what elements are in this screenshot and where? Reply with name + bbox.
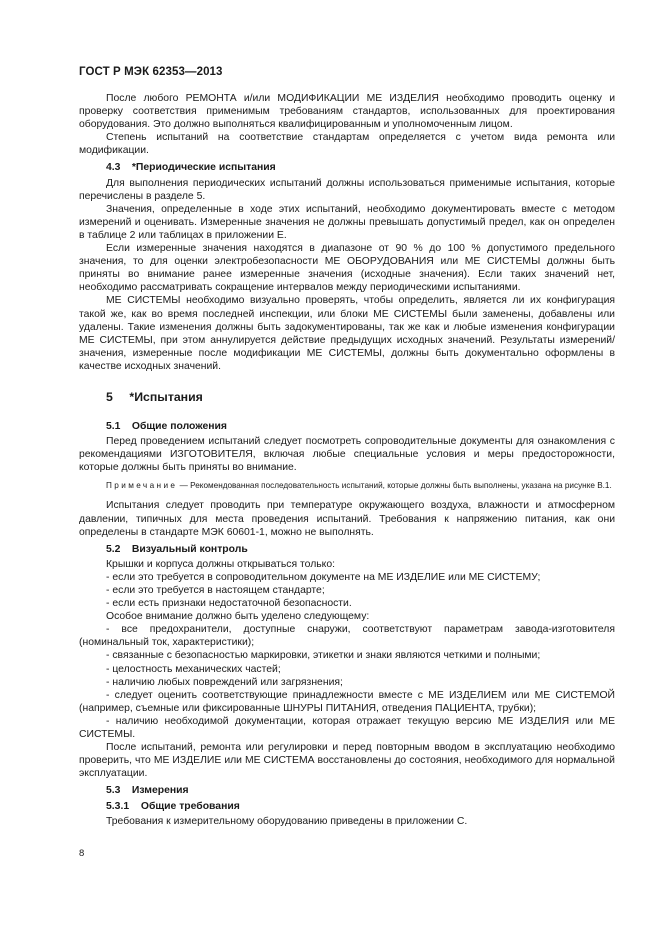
document-body [79,92,615,828]
section-heading-4-3 [79,161,615,174]
section-number: 5.2 [106,543,121,555]
document-header: ГОСТ Р МЭК 62353—2013 [79,66,223,78]
section-title: *Периодические испытания [131,162,276,174]
list-item: - наличию необходимой документации, которая отражает текущую версию МЕ ИЗДЕЛИЯ или МЕ СИСТЕМЫ. [79,715,615,741]
note-label: Примечание [106,481,178,491]
paragraph: МЕ СИСТЕМЫ необходимо визуально проверять, чтобы определить, является ли их конфигурация такой же, как во время последней инспекции, или блоки МЕ СИСТЕМЫ были заменены, добавлены или удалены. Такие изменения должны быть задокументированы, так же как и любые изменения конфигурации МЕ СИСТЕМЫ, при этом аннулируется действие предыдущих исходных значений. Результаты измерений/значения, измеренные после модификации МЕ СИСТЕМЫ, должны быть документально оформлены в качестве исходных значений. [79,295,615,372]
paragraph: Если измеренные значения находятся в диапазоне от 90 % до 100 % допустимого предельного значения, то для оценки электробезопасности МЕ ОБОРУДОВАНИЯ или МЕ СИСТЕМЫ должны быть приняты во внимание ранее измеренные значения (исходные значения). Если таких значений нет, необходимо рассматривать сокращение интервалов между периодическими испытаниями. [79,243,615,294]
section-number: 5.3.1 [106,800,130,812]
section-title: Общие положения [131,421,227,433]
paragraph: Крышки и корпуса должны открываться только: [106,558,336,570]
paragraph: Значения, определенные в ходе этих испытаний, необходимо документировать вместе с методом измерений и оценивать. Измеренные значения не должны превышать допустимый предел, как он определен в таблице 2 или таблицах в приложении E. [79,203,615,241]
page-number: 8 [79,848,85,859]
section-title: Измерения [131,785,189,797]
note-text: — Рекомендованная последовательность испытаний, которые должны быть выполнены, указана на рисунке В.1. [177,481,612,491]
paragraph: Требования к измерительному оборудованию приведены в приложении С. [106,815,468,827]
section-heading-5-2 [79,543,615,556]
list-item: - следует оценить соответствующие принадлежности вместе с МЕ ИЗДЕЛИЕМ или МЕ СИСТЕМОЙ (например, съемные или фиксированные ШНУРЫ ПИТАНИЯ, отведения ПАЦИЕНТА, трубки); [79,689,615,714]
paragraph: Особое внимание должно быть уделено следующему: [106,611,370,623]
section-heading-5-1 [79,420,615,433]
paragraph: После испытаний, ремонта или регулировки и перед повторным вводом в эксплуатацию необходимо проверить, что МЕ ИЗДЕЛИЕ или МЕ СИСТЕМА восстановлены до состояния, необходимого для нормальной эксплуатации. [79,742,615,780]
section-number: 5.3 [106,785,121,797]
paragraph: Для выполнения периодических испытаний должны использоваться применимые испытания, которые перечислены в разделе 5. [79,177,615,202]
section-heading-5 [79,391,615,404]
list-item: - целостность механических частей; [106,663,281,675]
list-item: - если это требуется в настоящем стандарте; [106,585,325,596]
paragraph: Перед проведением испытаний следует посмотреть сопроводительные документы для ознакомления с рекомендациями ИЗГОТОВИТЕЛЯ, включая любые специальные условия и меры предосторожности, которые должны быть приняты во внимание. [79,436,615,474]
list-item: - наличию любых повреждений или загрязнения; [106,676,343,688]
note [79,480,615,492]
section-number: 5 [106,389,113,404]
section-heading-5-3 [79,784,615,797]
paragraph: Степень испытаний на соответствие стандартам определяется с учетом вида ремонта или модификации. [79,132,615,157]
section-title: Общие требования [140,800,240,812]
list-item: - связанные с безопасностью маркировки, этикетки и знаки являются четкими и полными; [106,650,541,662]
paragraph: Испытания следует проводить при температуре окружающего воздуха, влажности и атмосферном давлении, типичных для места проведения испытаний. Требования к напряжению питания, как они определены в стандарте МЭК 60601-1, можно не выполнять. [79,500,615,538]
section-number: 4.3 [106,162,121,174]
section-heading-5-3-1 [79,800,615,813]
paragraph: После любого РЕМОНТА и/или МОДИФИКАЦИИ МЕ ИЗДЕЛИЯ необходимо проводить оценку и проверку соответствия применимым требованиям стандартов, использованных для проектирования оборудования. Это должно выполняться квалифицированным и уполномоченным лицом. [79,93,615,131]
section-title: *Испытания [129,389,203,404]
list-item: - если это требуется в сопроводительном документе на МЕ ИЗДЕЛИЕ или МЕ СИСТЕМУ; [106,571,541,583]
section-title: Визуальный контроль [131,543,248,555]
section-number: 5.1 [106,421,121,433]
list-item: - если есть признаки недостаточной безопасности. [106,598,352,610]
list-item: - все предохранители, доступные снаружи, соответствуют параметрам завода-изготовителя (номинальный ток, характеристики); [79,624,615,649]
